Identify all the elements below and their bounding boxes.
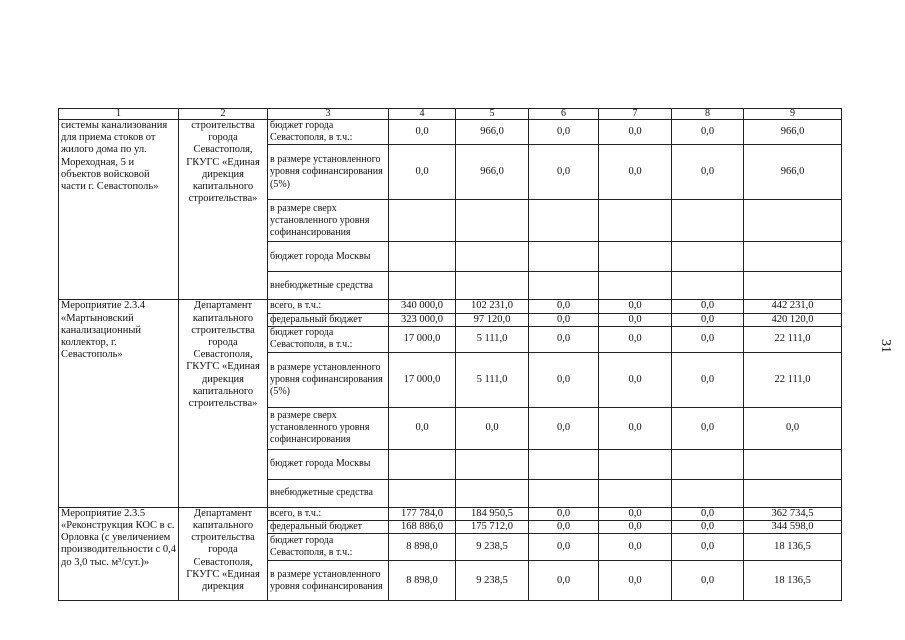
value-cell: 0,0 (389, 120, 456, 145)
value-cell: 0,0 (599, 326, 672, 352)
value-cell: 18 136,5 (744, 561, 842, 601)
funding-source: бюджет города Севастополя, в т.ч.: (268, 326, 389, 352)
table-row (59, 300, 842, 313)
table-row (59, 120, 842, 145)
value-cell: 0,0 (599, 300, 672, 313)
value-cell: 177 784,0 (389, 507, 456, 520)
value-cell: 0,0 (529, 507, 599, 520)
value-cell: 0,0 (599, 521, 672, 534)
value-cell: 340 000,0 (389, 300, 456, 313)
value-cell: 0,0 (529, 534, 599, 561)
value-cell: 0,0 (529, 521, 599, 534)
funding-source: бюджет города Москвы (268, 449, 389, 479)
funding-source: федеральный бюджет (268, 313, 389, 326)
value-cell (744, 479, 842, 507)
value-cell: 9 238,5 (456, 561, 529, 601)
value-cell: 0,0 (672, 521, 744, 534)
value-cell: 0,0 (672, 313, 744, 326)
funding-source: бюджет города Севастополя, в т.ч.: (268, 534, 389, 561)
header-cell: 6 (529, 109, 599, 120)
funding-source: бюджет города Москвы (268, 242, 389, 272)
value-cell: 0,0 (672, 534, 744, 561)
value-cell: 0,0 (599, 120, 672, 145)
value-cell: 22 111,0 (744, 352, 842, 407)
value-cell (389, 479, 456, 507)
value-cell: 0,0 (672, 352, 744, 407)
value-cell: 0,0 (599, 352, 672, 407)
table-row (59, 507, 842, 520)
value-cell: 0,0 (672, 120, 744, 145)
value-cell: 102 231,0 (456, 300, 529, 313)
funding-source: в размере установленного уровня софинансирования (5%) (268, 352, 389, 407)
value-cell: 0,0 (599, 407, 672, 449)
header-cell: 4 (389, 109, 456, 120)
value-cell (389, 242, 456, 272)
header-cell: 3 (268, 109, 389, 120)
funding-source: в размере сверх установленного уровня софинансирования (268, 407, 389, 449)
funding-table (58, 108, 842, 601)
value-cell: 0,0 (529, 300, 599, 313)
value-cell: 0,0 (672, 407, 744, 449)
value-cell: 966,0 (744, 120, 842, 145)
value-cell: 5 111,0 (456, 326, 529, 352)
measure-title: системы канализования для приема стоков от жилого дома по ул. Мореходная, 5 и объектов войсковой части г. Севастополь» (59, 120, 179, 300)
header-cell: 2 (179, 109, 268, 120)
value-cell: 0,0 (672, 300, 744, 313)
value-cell (744, 449, 842, 479)
value-cell (672, 242, 744, 272)
header-cell: 7 (599, 109, 672, 120)
value-cell: 0,0 (529, 407, 599, 449)
value-cell (599, 242, 672, 272)
value-cell: 966,0 (456, 120, 529, 145)
value-cell: 0,0 (599, 561, 672, 601)
value-cell: 5 111,0 (456, 352, 529, 407)
value-cell (672, 200, 744, 242)
executor-cell: Департамент капитального строительства города Севастополя, ГКУГС «Единая дирекция (179, 507, 268, 600)
value-cell: 0,0 (599, 507, 672, 520)
value-cell: 966,0 (744, 145, 842, 200)
header-cell: 1 (59, 109, 179, 120)
measure-title: Мероприятие 2.3.5 «Реконструкция КОС в с. Орловка (с увеличением производительности с 0,4 до 3,0 тыс. м³/сут.)» (59, 507, 179, 600)
value-cell: 0,0 (599, 534, 672, 561)
value-cell (599, 479, 672, 507)
value-cell (599, 449, 672, 479)
value-cell: 22 111,0 (744, 326, 842, 352)
measure-title: Мероприятие 2.3.4 «Мартыновский канализационный коллектор, г. Севастополь» (59, 300, 179, 507)
value-cell: 0,0 (529, 145, 599, 200)
funding-source: бюджет города Севастополя, в т.ч.: (268, 120, 389, 145)
value-cell: 0,0 (529, 561, 599, 601)
value-cell: 0,0 (529, 352, 599, 407)
value-cell (744, 242, 842, 272)
value-cell: 420 120,0 (744, 313, 842, 326)
value-cell (599, 200, 672, 242)
value-cell: 17 000,0 (389, 326, 456, 352)
value-cell (529, 479, 599, 507)
value-cell: 0,0 (672, 507, 744, 520)
value-cell (456, 272, 529, 300)
page-number: 31 (878, 339, 893, 353)
value-cell: 8 898,0 (389, 534, 456, 561)
value-cell: 168 886,0 (389, 521, 456, 534)
value-cell (456, 242, 529, 272)
value-cell: 0,0 (672, 145, 744, 200)
value-cell (529, 200, 599, 242)
value-cell (672, 479, 744, 507)
value-cell: 0,0 (672, 561, 744, 601)
funding-source: федеральный бюджет (268, 521, 389, 534)
value-cell: 9 238,5 (456, 534, 529, 561)
value-cell: 0,0 (672, 326, 744, 352)
header-cell: 9 (744, 109, 842, 120)
funding-source: внебюджетные средства (268, 272, 389, 300)
value-cell: 0,0 (529, 120, 599, 145)
header-cell: 5 (456, 109, 529, 120)
funding-source: в размере установленного уровня софинансирования (5%) (268, 145, 389, 200)
value-cell: 442 231,0 (744, 300, 842, 313)
value-cell: 0,0 (529, 313, 599, 326)
header-cell: 8 (672, 109, 744, 120)
value-cell: 362 734,5 (744, 507, 842, 520)
value-cell (672, 272, 744, 300)
executor-cell: строительства города Севастополя, ГКУГС «Единая дирекция капитального строительства» (179, 120, 268, 300)
value-cell (529, 242, 599, 272)
funding-source: внебюджетные средства (268, 479, 389, 507)
value-cell (389, 272, 456, 300)
value-cell (456, 479, 529, 507)
value-cell: 966,0 (456, 145, 529, 200)
value-cell: 18 136,5 (744, 534, 842, 561)
funding-source: в размере сверх установленного уровня софинансирования (268, 200, 389, 242)
value-cell: 0,0 (456, 407, 529, 449)
value-cell: 97 120,0 (456, 313, 529, 326)
value-cell: 8 898,0 (389, 561, 456, 601)
value-cell: 0,0 (599, 145, 672, 200)
value-cell (744, 272, 842, 300)
value-cell: 0,0 (389, 145, 456, 200)
value-cell (744, 200, 842, 242)
header-row (59, 109, 842, 120)
value-cell: 17 000,0 (389, 352, 456, 407)
funding-source: всего, в т.ч.: (268, 507, 389, 520)
funding-source: всего, в т.ч.: (268, 300, 389, 313)
funding-source: в размере установленного уровня софинансирования (268, 561, 389, 601)
value-cell (456, 200, 529, 242)
value-cell (529, 449, 599, 479)
value-cell (599, 272, 672, 300)
value-cell (529, 272, 599, 300)
value-cell: 323 000,0 (389, 313, 456, 326)
value-cell: 0,0 (389, 407, 456, 449)
executor-cell: Департамент капитального строительства города Севастополя, ГКУГС «Единая дирекция капитального строительства» (179, 300, 268, 507)
value-cell (672, 449, 744, 479)
value-cell: 344 598,0 (744, 521, 842, 534)
value-cell: 184 950,5 (456, 507, 529, 520)
value-cell: 0,0 (529, 326, 599, 352)
value-cell (389, 449, 456, 479)
value-cell (389, 200, 456, 242)
value-cell: 175 712,0 (456, 521, 529, 534)
value-cell (456, 449, 529, 479)
value-cell: 0,0 (744, 407, 842, 449)
value-cell: 0,0 (599, 313, 672, 326)
